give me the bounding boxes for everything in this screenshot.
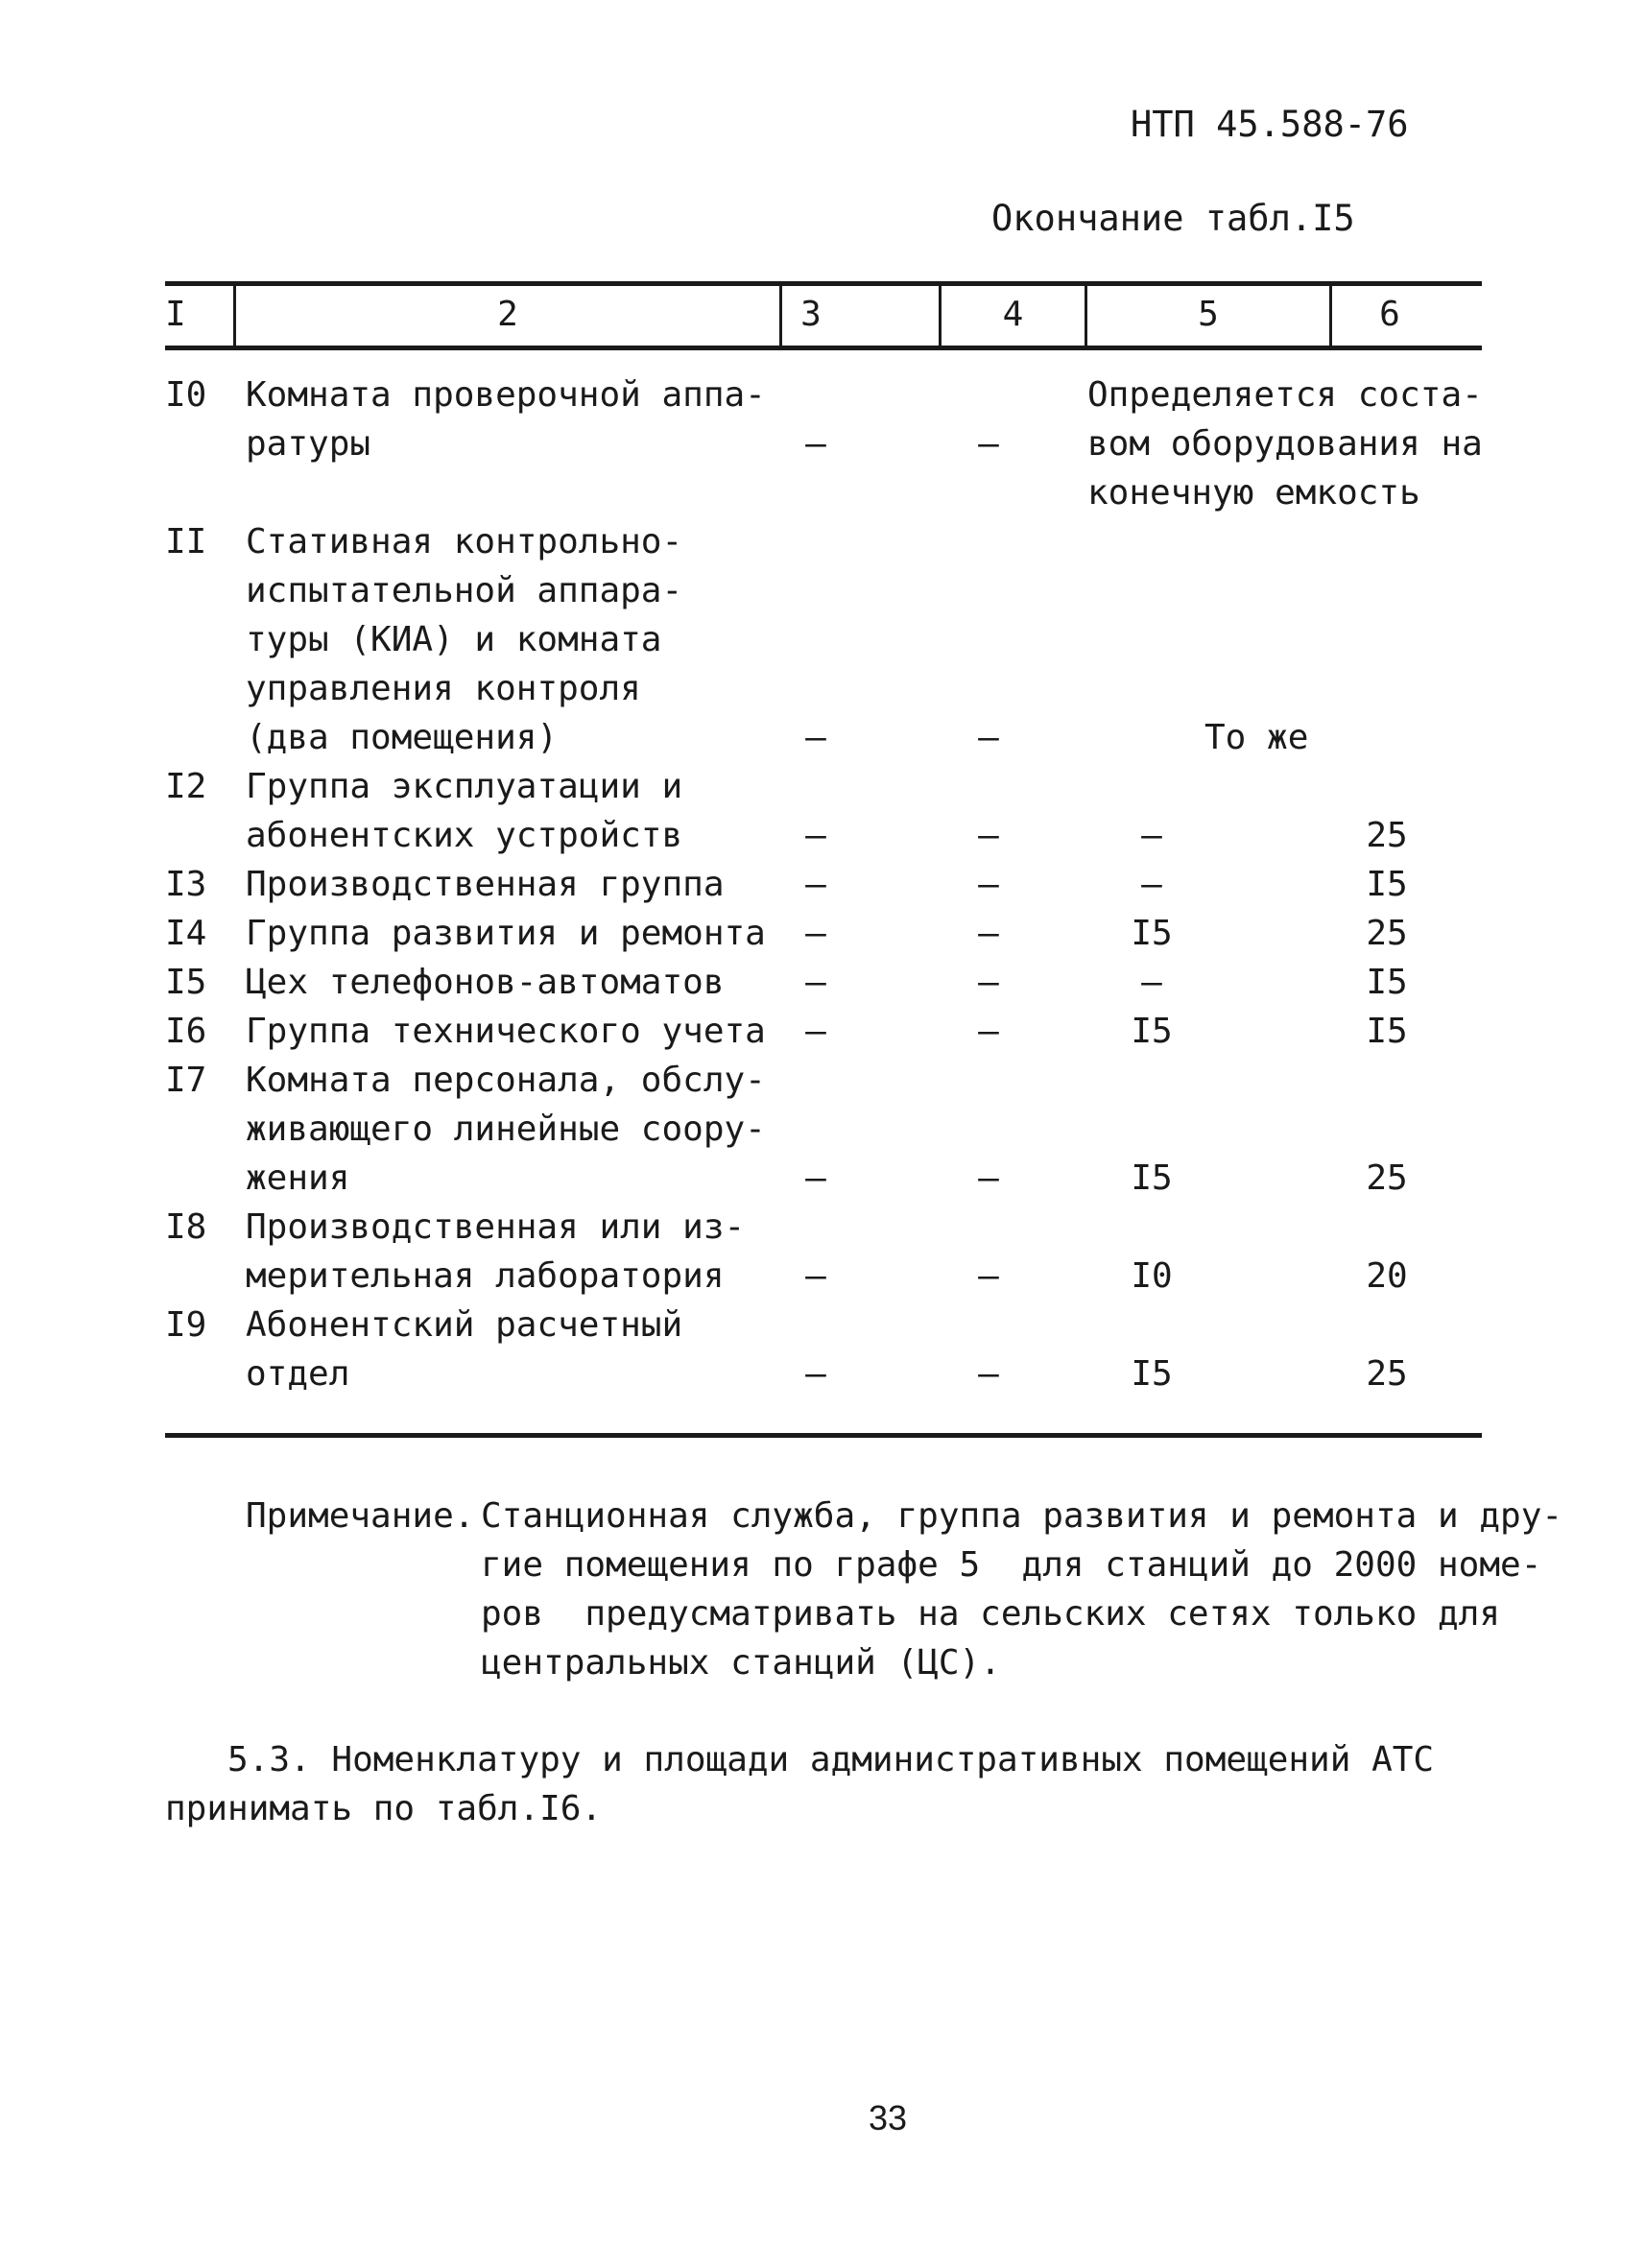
row-col-6: 25 (1366, 1354, 1408, 1394)
row-col-4: – (978, 1158, 999, 1198)
row-number: I8 (165, 1207, 207, 1247)
note-text: Станционная служба, группа развития и ремонта и дру- гие помещения по графе 5 для станций до 2000 номе- ров предусматривать на сельских сетях только для центральных станций (ЦС). (481, 1496, 1563, 1683)
row-name: Цех телефонов-автоматов (246, 963, 725, 1002)
row-number: I2 (165, 767, 207, 806)
row-name: Стативная контрольно- испытательной аппара- туры (КИА) и комната управления контроля (два помещения) (246, 522, 683, 757)
row-number: I0 (165, 375, 207, 415)
row-col-6: I5 (1366, 1012, 1408, 1051)
row-col-5-6: Определяется соста- вом оборудования на конечную емкость (1087, 375, 1483, 513)
row-number: I4 (165, 914, 207, 953)
row-name: Производственная группа (246, 865, 725, 904)
row-col-3: – (805, 1256, 826, 1296)
row-col-4: – (978, 963, 999, 1002)
row-col-5: – (1141, 963, 1162, 1002)
column-header-2: 2 (497, 295, 518, 334)
row-col-3: – (805, 963, 826, 1002)
row-col-4: – (978, 424, 999, 464)
column-header-4: 4 (1002, 295, 1024, 334)
row-col-5: I5 (1131, 1158, 1173, 1198)
page-number: 33 (869, 2098, 908, 2137)
row-col-5: I5 (1131, 1012, 1173, 1051)
row-number: I5 (165, 963, 207, 1002)
row-col-3: – (805, 718, 826, 757)
row-name: Группа эксплуатации и абонентских устройств (246, 767, 683, 855)
row-col-6: I5 (1366, 865, 1408, 904)
row-col-4: – (978, 1354, 999, 1394)
column-header-5: 5 (1198, 295, 1219, 334)
row-col-3: – (805, 424, 826, 464)
row-number: I9 (165, 1305, 207, 1345)
row-col-4: – (978, 718, 999, 757)
note-label: Примечание. (246, 1496, 475, 1536)
row-col-4: – (978, 914, 999, 953)
row-col-4: – (978, 1012, 999, 1051)
row-col-6: I5 (1366, 963, 1408, 1002)
row-col-5-6: То же (1204, 718, 1309, 757)
row-col-3: – (805, 865, 826, 904)
row-col-5: I5 (1131, 1354, 1173, 1394)
row-name: Комната проверочной аппа- ратуры (246, 375, 766, 464)
row-col-6: 25 (1366, 816, 1408, 855)
column-header-1: I (165, 295, 186, 334)
row-col-5: I5 (1131, 914, 1173, 953)
row-col-3: – (805, 816, 826, 855)
row-col-6: 20 (1366, 1256, 1408, 1296)
row-name: Производственная или из- мерительная лаборатория (246, 1207, 746, 1296)
table-caption: Окончание табл.I5 (991, 198, 1355, 239)
row-col-3: – (805, 914, 826, 953)
row-col-4: – (978, 1256, 999, 1296)
document-code: НТП 45.588-76 (1131, 104, 1409, 145)
column-header-6: 6 (1379, 295, 1400, 334)
row-col-4: – (978, 865, 999, 904)
row-col-6: 25 (1366, 914, 1408, 953)
row-name: Комната персонала, обслу- живающего линейные соору- жения (246, 1061, 766, 1198)
row-col-3: – (805, 1012, 826, 1051)
row-number: I6 (165, 1012, 207, 1051)
row-name: Абонентский расчетный отдел (246, 1305, 683, 1394)
row-number: II (165, 522, 207, 561)
row-col-5: – (1141, 865, 1162, 904)
column-header-3: 3 (800, 295, 822, 334)
row-name: Группа технического учета (246, 1012, 766, 1051)
row-number: I3 (165, 865, 207, 904)
row-col-3: – (805, 1354, 826, 1394)
row-col-5: I0 (1131, 1256, 1173, 1296)
body-paragraph: 5.3. Номенклатуру и площади административных помещений АТС принимать по табл.I6. (165, 1740, 1435, 1828)
header-bottom-rule (165, 346, 1482, 350)
table-bottom-rule (165, 1433, 1482, 1438)
row-name: Группа развития и ремонта (246, 914, 766, 953)
row-col-4: – (978, 816, 999, 855)
table-top-rule (165, 281, 1482, 286)
row-col-3: – (805, 1158, 826, 1198)
row-number: I7 (165, 1061, 207, 1100)
row-col-5: – (1141, 816, 1162, 855)
row-col-6: 25 (1366, 1158, 1408, 1198)
